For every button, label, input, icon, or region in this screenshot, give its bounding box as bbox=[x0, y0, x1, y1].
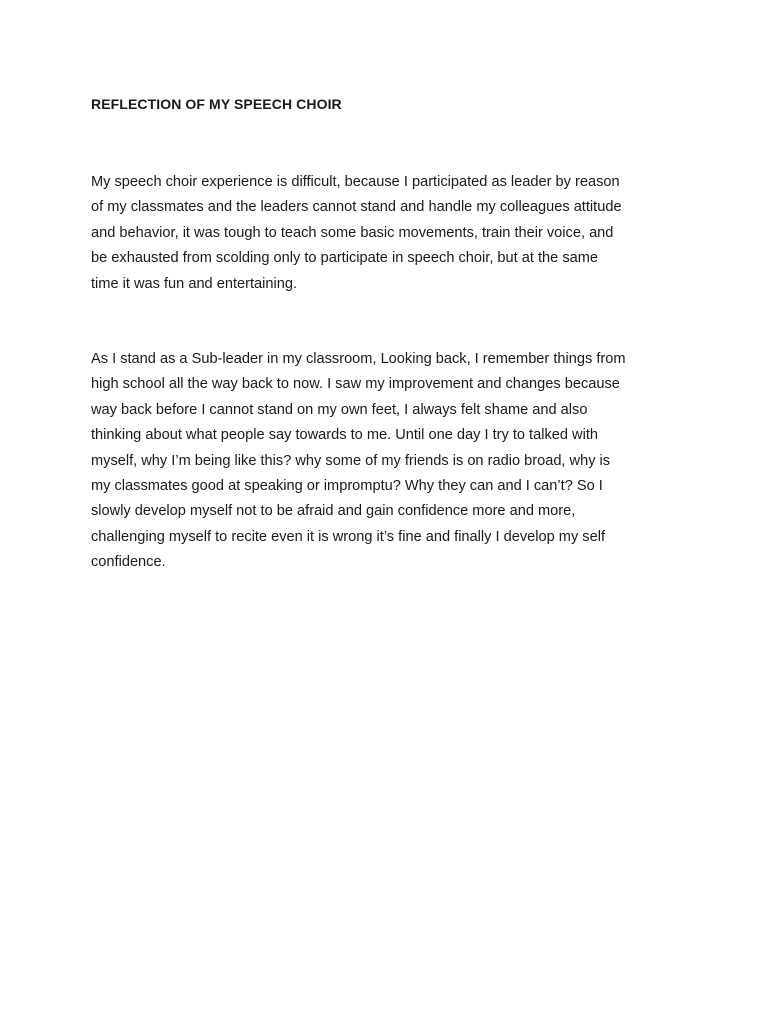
paragraph-line: my classmates good at speaking or impromptu? Why they can and I can’t? So I bbox=[91, 478, 603, 495]
paragraph-line: time it was fun and entertaining. bbox=[91, 275, 298, 292]
paragraph-line: challenging myself to recite even it is wrong it’s fine and finally I develop my self bbox=[91, 528, 606, 545]
paragraph-line: thinking about what people say towards to me. Until one day I try to talked with bbox=[91, 427, 599, 444]
paragraph-line: slowly develop myself not to be afraid and gain confidence more and more, bbox=[91, 503, 576, 520]
paragraph-line: high school all the way back to now. I saw my improvement and changes because bbox=[91, 376, 620, 393]
paragraph-line: be exhausted from scolding only to participate in speech choir, but at the same bbox=[91, 250, 599, 267]
paragraph-line: As I stand as a Sub-leader in my classroom, Looking back, I remember things from bbox=[91, 351, 626, 367]
paragraph-1 bbox=[91, 170, 691, 297]
document-title: REFLECTION OF MY SPEECH CHOIR bbox=[91, 96, 342, 112]
paragraph-line: confidence. bbox=[91, 554, 166, 571]
paragraph-2 bbox=[91, 347, 691, 576]
paragraph-line: and behavior, it was tough to teach some basic movements, train their voice, and bbox=[91, 224, 614, 241]
paragraph-line: way back before I cannot stand on my own feet, I always felt shame and also bbox=[91, 401, 588, 418]
paragraph-line: of my classmates and the leaders cannot stand and handle my colleagues attitude bbox=[91, 199, 622, 216]
paragraph-line: My speech choir experience is difficult, because I participated as leader by reason bbox=[91, 174, 620, 190]
paragraph-line: myself, why I’m being like this? why some of my friends is on radio broad, why is bbox=[91, 452, 611, 469]
